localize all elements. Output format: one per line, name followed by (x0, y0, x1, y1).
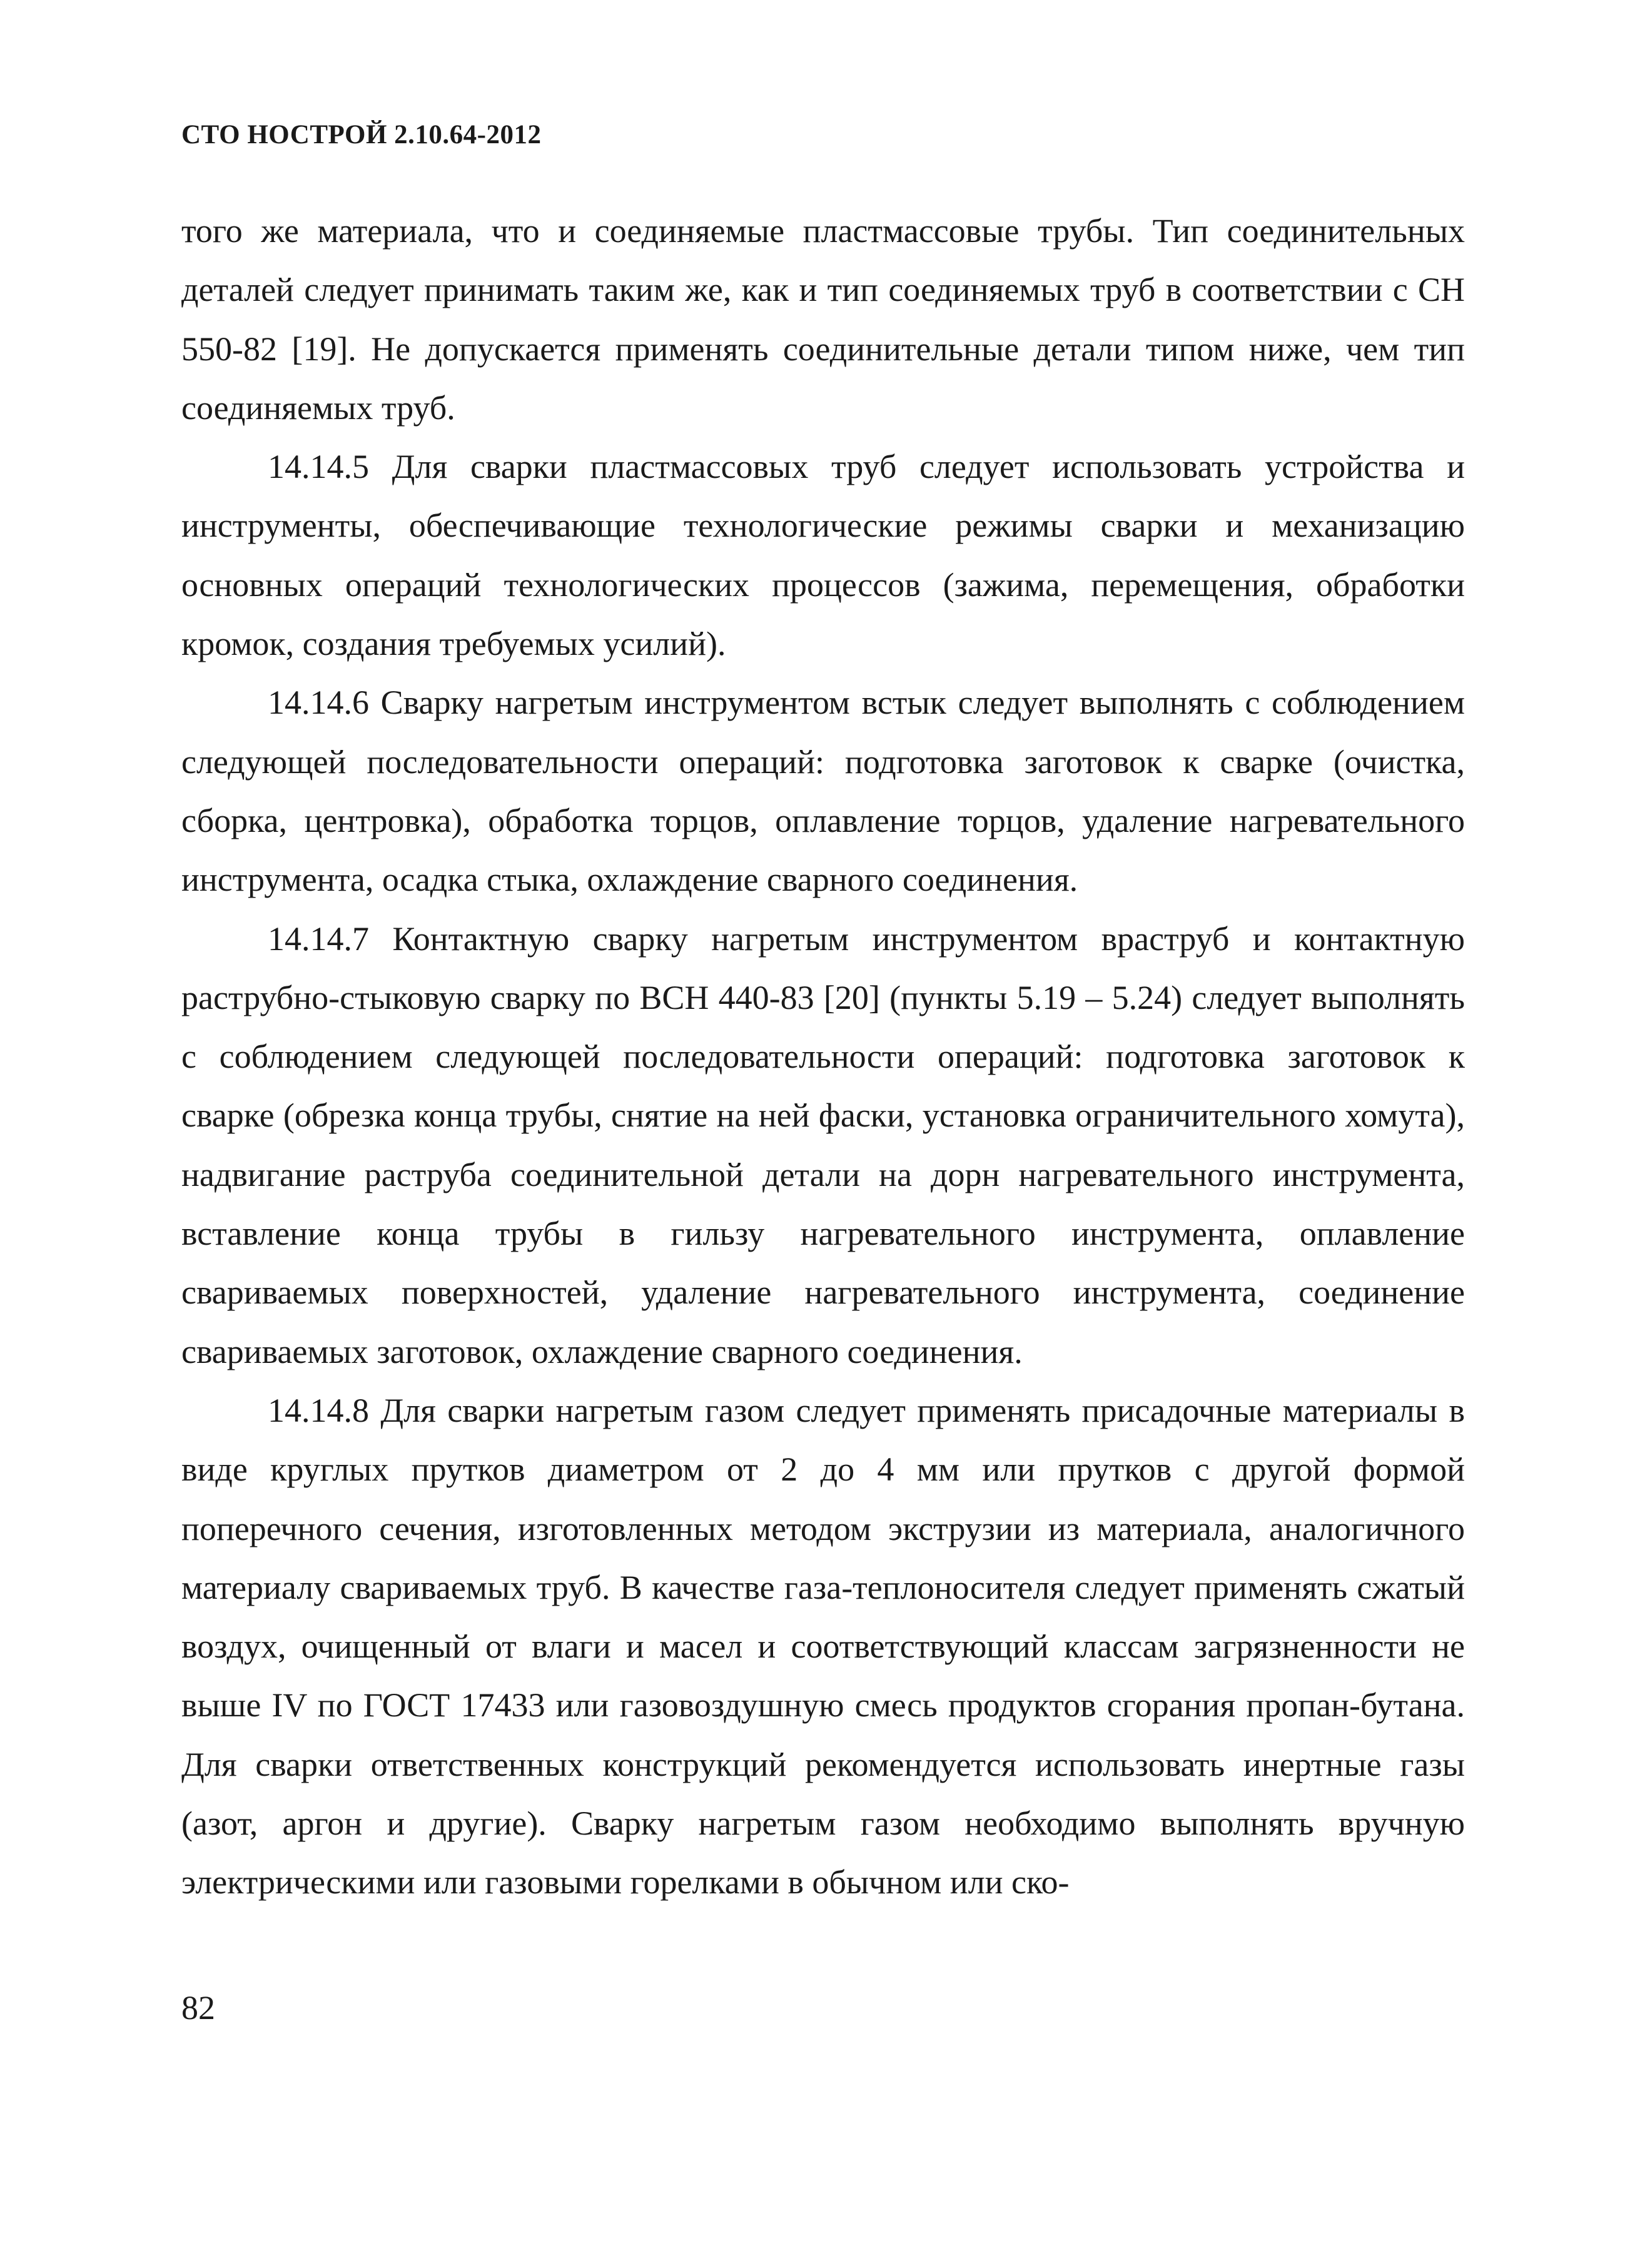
paragraph-14-14-8: 14.14.8 Для сварки нагретым газом следует применять присадочные материалы в виде круглых прутков диаметром от 2 до 4 мм или прутков с другой формой поперечного сечения, изготовленных методом экструзии из материала, аналогичного материалу свариваемых труб. В качестве газа-теплоносителя следует применять сжатый воздух, очищенный от влаги и масел и соответствующий классам загрязненности не выше IV по ГОСТ 17433 или газовоздушную смесь продуктов сгорания пропан-бутана. Для сварки ответственных конструкций рекомендуется использовать инертные газы (азот, аргон и другие). Сварку нагретым газом необходимо выполнять вручную электрическими или газовыми горелками в обычном или ско- (181, 1391, 1465, 1901)
paragraph-14-14-7: 14.14.7 Контактную сварку нагретым инструментом враструб и контактную раструбно-стыковую сварку по ВСН 440-83 [20] (пункты 5.19 – 5.24) следует выполнять с соблюдением следующей последовательности операций: подготовка заготовок к сварке (обрезка конца трубы, снятие на ней фаски, установка ограничительного хомута), надвигание раструба соединительной детали на дорн нагревательного инструмента, вставление конца трубы в гильзу нагревательного инструмента, оплавление свариваемых поверхностей, удаление нагревательного инструмента, соединение свариваемых заготовок, охлаждение сварного соединения. (181, 919, 1465, 1370)
document-header: СТО НОСТРОЙ 2.10.64-2012 (181, 120, 542, 149)
paragraph-14-14-6: 14.14.6 Сварку нагретым инструментом встык следует выполнять с соблюдением следующей последовательности операций: подготовка заготовок к сварке (очистка, сборка, центровка), обработка торцов, оплавление торцов, удаление нагревательного инструмента, осадка стыка, охлаждение сварного соединения. (181, 684, 1465, 899)
paragraph-continuation: того же материала, что и соединяемые пластмассовые трубы. Тип соединительных деталей следует принимать таким же, как и тип соединяемых труб в соответствии с СН 550-82 [19]. Не допускается применять соединительные детали типом ниже, чем тип соединяемых труб. (181, 212, 1465, 427)
page-number: 82 (181, 1989, 215, 2027)
body-text (181, 201, 1465, 1912)
paragraph-14-14-5: 14.14.5 Для сварки пластмассовых труб следует использовать устройства и инструменты, обеспечивающие технологические режимы сварки и механизацию основных операций технологических процессов (зажима, перемещения, обработки кромок, создания требуемых усилий). (181, 448, 1465, 663)
